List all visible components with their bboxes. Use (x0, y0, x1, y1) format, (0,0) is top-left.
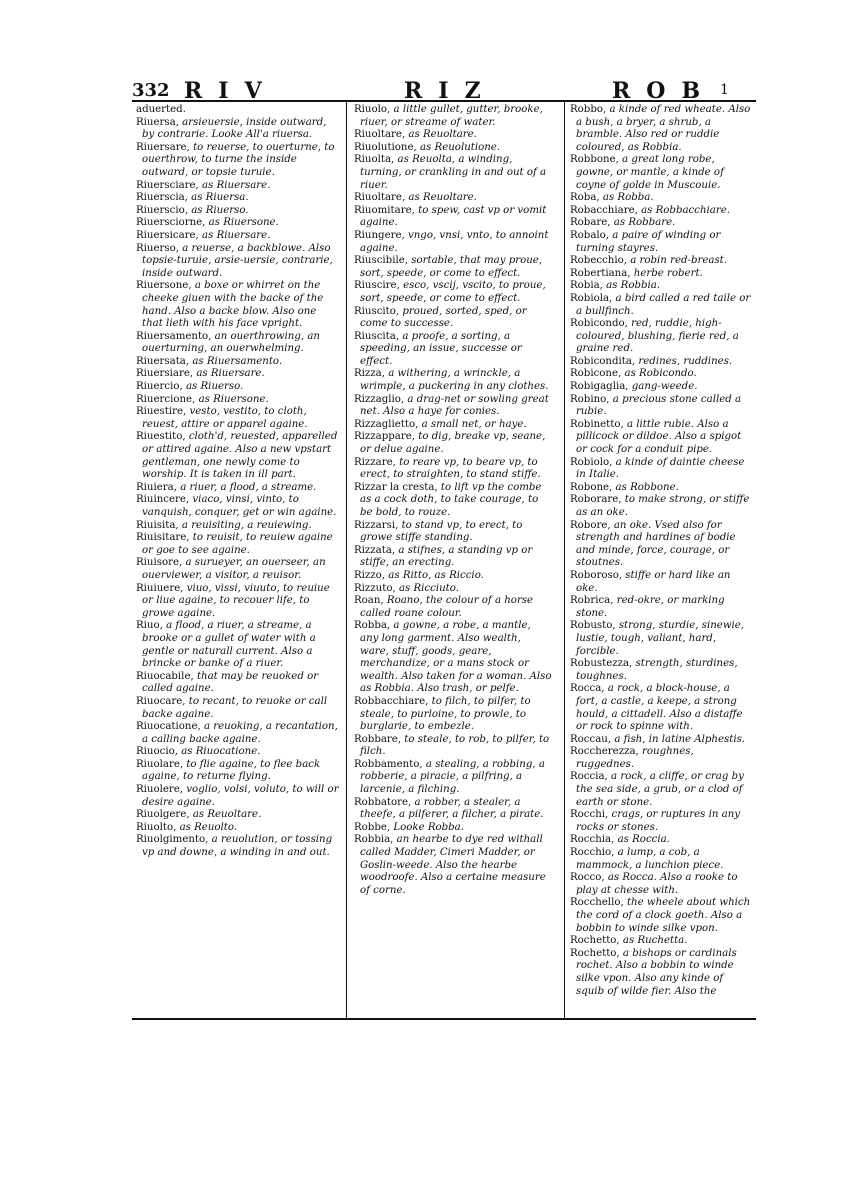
dictionary-entry: Riuolgere, as Reuoltare. (136, 809, 262, 821)
dictionary-entry: Rizzuto, as Ricciuto. (354, 582, 459, 594)
dictionary-entry: Riuercione, as Riuersone. (136, 393, 269, 405)
dictionary-entry: Rizzar la cresta, to lift vp the combe as a cock doth, to take courage, to be bold, to rouze. (354, 481, 542, 518)
dictionary-entry: Robbacchiare, to filch, to pilfer, to steale, to purloine, to prowle, to burglarie, to embezle. (354, 695, 531, 733)
dictionary-entry: Riuolutione, as Reuolutione. (354, 141, 501, 153)
running-headword-middle: RIZ (404, 78, 497, 104)
dictionary-entry: Robbo, a kinde of red wheate. Also a bush, a bryer, a shrub, a bramble. Also red or ruddie coloured, as Robbia. (570, 104, 751, 153)
dictionary-entry: Rocchello, the wheele about which the cord of a clock goeth. Also a bobbin to winde silke vpon. (570, 897, 751, 934)
dictionary-entry: Riuersamento, an ouerthrowing, an ouerturning, an ouerwhelming. (136, 330, 320, 355)
dictionary-entry: Riuscire, esco, vscij, vscito, to proue, sort, speede, or come to effect. (354, 280, 546, 304)
dictionary-entry: Robba, a gowne, a robe, a mantle, any long garment. Also wealth, ware, stuff, goods, geare, merchandize, or a mans stock or wealth. Also taken for a woman. Also as Robbia. Also trash, or pelfe. (354, 620, 552, 695)
dictionary-entry: Rocco, as Rocca. Also a rooke to play at chesse with. (570, 872, 738, 896)
dictionary-entry: Rizzappare, to dig, breake vp, seane, or delue againe. (354, 431, 546, 456)
dictionary-entry: Roccia, a rock, a cliffe, or crag by the sea side, a grub, or a clod of earth or stone. (570, 771, 744, 808)
dictionary-entry: Rochetto, as Ruchetta. (570, 935, 688, 947)
running-headword-left: RIV (184, 78, 278, 104)
dictionary-entry: Roccau, a fish, in latine Alphestis. (570, 733, 746, 745)
dictionary-entry: Robore, an oke. Vsed also for strength and hardines of bodie and minde, force, courage, or stoutnes. (570, 519, 736, 569)
dictionary-entry: Rizzare, to reare vp, to beare vp, to erect, to straighten, to stand stiffe. (354, 456, 541, 481)
dictionary-entry: Rizza, a withering, a wrinckle, a wrimple, a puckering in any clothes. (354, 368, 549, 393)
column-1 (136, 104, 340, 1014)
dictionary-entry: Robiola, a bird called a red taile or a bullfinch. (570, 292, 751, 317)
dictionary-entry: Riuocatione, a reuoking, a recantation, a calling backe againe. (136, 721, 338, 745)
column-2 (354, 104, 552, 1014)
dictionary-entry: Robiolo, a kinde of daintie cheese in Italie. (570, 456, 745, 481)
dictionary-entry: aduerted. (136, 104, 186, 115)
dictionary-entry: Robbare, to steale, to rob, to pilfer, to filch. (354, 733, 550, 758)
dictionary-entry: Riuiera, a riuer, a flood, a streame. (136, 481, 317, 493)
dictionary-entry: Riuomitare, to spew, cast vp or vomit againe. (354, 204, 547, 229)
dictionary-entry: Rizzo, as Ritto, as Riccio. (354, 569, 484, 581)
dictionary-entry: Riuscita, a proofe, a sorting, a speeding, an issue, successe or effect. (354, 330, 522, 367)
column-divider-2 (564, 100, 565, 1020)
dictionary-entry: Riuersare, to reuerse, to ouerturne, to ouerthrow, to turne the inside outward, or topsie turuie. (136, 141, 335, 178)
dictionary-entry: Robbatore, a robber, a stealer, a theefe, a pilferer, a filcher, a pirate. (354, 796, 544, 821)
dictionary-entry: Riuersone, a boxe or whirret on the cheeke giuen with the backe of the hand. Also a backe blow. Also one that lieth with his face vpright. (136, 280, 324, 330)
dictionary-entry: Riuersciare, as Riuersare. (136, 179, 271, 191)
running-headword-right: ROB (612, 78, 717, 104)
dictionary-entry: Rocchio, a lump, a cob, a mammock, a lunchion piece. (570, 847, 724, 871)
dictionary-entry: Robone, as Robbone. (570, 481, 679, 493)
header-rule (132, 100, 756, 102)
dictionary-entry: Roccherezza, roughnes, ruggednes. (570, 746, 694, 770)
dictionary-entry: Robia, as Robbia. (570, 280, 661, 292)
dictionary-entry: Riuocabile, that may be reuoked or called againe. (136, 670, 319, 695)
dictionary-entry: Robigaglia, gang-weede. (570, 381, 698, 393)
dictionary-entry: Riuolo, a little gullet, gutter, brooke, riuer, or streame of water. (354, 104, 543, 128)
dictionary-entry: Riuocare, to recant, to reuoke or call backe againe. (136, 695, 328, 720)
dictionary-entry: Robertiana, herbe robert. (570, 267, 703, 279)
dictionary-entry: Riuscito, proued, sorted, sped, or come to successe. (354, 305, 527, 330)
dictionary-entry: Riuscibile, sortable, that may proue, sort, speede, or come to effect. (354, 255, 543, 279)
dictionary-entry: Rizzaglietto, a small net, or haye. (354, 418, 527, 430)
dictionary-entry: Riuoltare, as Reuoltare. (354, 129, 477, 141)
column-divider-1 (346, 100, 347, 1020)
dictionary-entry: Robecchio, a robin red-breast. (570, 255, 728, 267)
dictionary-entry: Robino, a precious stone called a rubie. (570, 393, 742, 418)
dictionary-entry: Robbamento, a stealing, a robbing, a robberie, a piracie, a pilfring, a larcenie, a filching. (354, 758, 545, 796)
footer-rule (132, 1018, 756, 1020)
dictionary-entry: Rizzarsi, to stand vp, to erect, to growe stiffe standing. (354, 519, 523, 544)
dictionary-entry: Rocchia, as Roccia. (570, 834, 670, 846)
dictionary-entry: Riuolto, as Reuolto. (136, 821, 238, 833)
dictionary-entry: Riuersicare, as Riuersare. (136, 229, 271, 241)
dictionary-entry: Riuolgimento, a reuolution, or tossing vp and downe, a winding in and out. (136, 834, 333, 859)
dictionary-entry: Riuersiare, as Riuersare. (136, 368, 265, 380)
dictionary-entry: Rocchi, crags, or ruptures in any rocks or stones. (570, 809, 741, 833)
dictionary-entry: Roan, Roano, the colour of a horse called roane colour. (354, 595, 534, 619)
dictionary-entry: Riuercio, as Riuerso. (136, 381, 244, 393)
dictionary-entry: Riuo, a flood, a riuer, a streame, a brooke or a gullet of water with a gentle or naturall current. Also a brincke or banke of a riuer. (136, 620, 316, 670)
dictionary-page (132, 76, 756, 1020)
dictionary-entry: Riuisita, a reuisiting, a reuiewing. (136, 519, 312, 531)
dictionary-entry: Riuerscio, as Riuerso. (136, 204, 249, 216)
dictionary-entry: Riuestito, cloth'd, reuested, apparelled or attired againe. Also a new vpstart gentleman, one newly come to worship. It is taken in ill part. (136, 431, 338, 481)
dictionary-entry: Rocca, a rock, a block-house, a fort, a castle, a keepe, a strong hould, a cittadell. Also a distaffe or rock to spinne with. (570, 683, 743, 733)
dictionary-entry: Roboroso, stiffe or hard like an oke. (570, 569, 731, 594)
dictionary-entry: Riuolare, to flie againe, to flee back againe, to returne flying. (136, 758, 321, 783)
dictionary-entry: Riuiuere, viuo, vissi, viuuto, to reuiue or liue againe, to recouer life, to growe againe. (136, 582, 330, 619)
dictionary-entry: Robustezza, strength, sturdines, toughnes. (570, 658, 738, 682)
dictionary-entry: Riuocio, as Riuocatione. (136, 746, 261, 758)
column-3 (570, 104, 754, 1014)
dictionary-entry: Riuolta, as Reuolta, a winding, turning, or crankling in and out of a riuer. (354, 154, 547, 191)
dictionary-entry: Rochetto, a bishops or cardinals rochet. Also a bobbin to winde silke vpon. Also any kinde of squib of wilde fier. Also the (570, 947, 737, 997)
page-number: 332 (132, 80, 170, 101)
dictionary-entry: Rizzata, a stifnes, a standing vp or stiffe, an erecting. (354, 544, 533, 569)
dictionary-entry: Riuersata, as Riuersamento. (136, 355, 283, 367)
dictionary-entry: Riungere, vngo, vnsi, vnto, to annoint againe. (354, 229, 549, 254)
dictionary-entry: Robinetto, a little rubie. Also a pillicock or dildoe. Also a spigot or cock for a conduit pipe. (570, 418, 742, 456)
dictionary-entry: Riuolere, voglio, volsi, voluto, to will or desire againe. (136, 784, 339, 808)
dictionary-entry: Robbia, an hearbe to dye red withall called Madder, Cimeri Madder, or Goslin-weede. Also the hearbe woodroofe. Also a certaine measure of corne. (354, 834, 546, 896)
signature-mark: 1 (720, 82, 729, 98)
dictionary-entry: Robicone, as Robicondo. (570, 368, 697, 380)
dictionary-entry: Riuisore, a surueyer, an ouerseer, an ouerviewer, a visitor, a reuisor. (136, 557, 326, 581)
dictionary-entry: Riuincere, viaco, vinsi, vinto, to vanquish, conquer, get or win againe. (136, 494, 337, 518)
dictionary-entry: Riuersa, arsieuersie, inside outward, by contrarie. Looke All'a riuersa. (136, 116, 327, 141)
dictionary-entry: Roborare, to make strong, or stiffe as an oke. (570, 494, 750, 518)
dictionary-entry: Rizzaglio, a drag-net or sowling great net. Also a haye for conies. (354, 393, 549, 418)
dictionary-entry: Riuerscia, as Riuersa. (136, 192, 249, 204)
dictionary-entry: Robare, as Robbare. (570, 217, 676, 229)
dictionary-entry: Riuisitare, to reuisit, to reuiew againe or goe to see againe. (136, 532, 333, 556)
dictionary-entry: Robbe, Looke Robba. (354, 821, 464, 833)
dictionary-entry: Robbone, a great long robe, gowne, or mantle, a kinde of coyne of golde in Muscouie. (570, 154, 724, 191)
dictionary-entry: Roba, as Robba. (570, 192, 654, 204)
dictionary-entry: Robicondita, redines, ruddines. (570, 355, 733, 367)
dictionary-entry: Riuersciorne, as Riuersone. (136, 217, 279, 229)
dictionary-entry: Riuoltare, as Reuoltare. (354, 192, 477, 204)
dictionary-entry: Robrica, red-okre, or marking stone. (570, 595, 725, 619)
dictionary-entry: Riuestire, vesto, vestito, to cloth, reuest, attire or apparel againe. (136, 406, 308, 430)
dictionary-entry: Robacchiare, as Robbacchiare. (570, 204, 730, 216)
dictionary-entry: Robalo, a paire of winding or turning stayres. (570, 229, 721, 254)
dictionary-entry: Riuerso, a reuerse, a backblowe. Also topsie-turuie, arsie-uersie, contrarie, inside outward. (136, 242, 333, 279)
dictionary-entry: Robusto, strong, sturdie, sinewie, lustie, tough, valiant, hard, forcible. (570, 620, 745, 657)
dictionary-entry: Robicondo, red, ruddie, high-coloured, blushing, fierie red, a graine red. (570, 318, 739, 355)
